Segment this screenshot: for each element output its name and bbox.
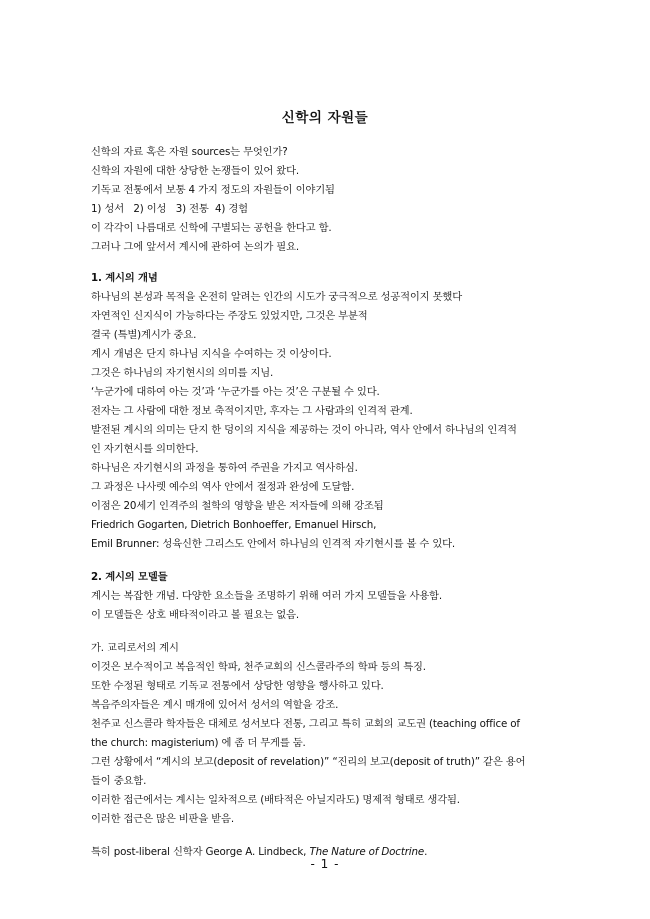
text-line: 계시 개념은 단지 하나님 지식을 수여하는 것 이상이다. <box>91 348 332 360</box>
text-line: 그것은 하나님의 자기현시의 의미를 지님. <box>91 367 274 379</box>
text-line: 전자는 그 사람에 대한 정보 축적이지만, 후자는 그 사람과의 인격적 관계. <box>91 405 413 417</box>
text-line: Friedrich Gogarten, Dietrich Bonhoeffer, Emanuel Hirsch, <box>91 519 377 531</box>
text-line: 인 자기현시를 의미한다. <box>91 443 199 455</box>
text-line: 그 과정은 나사렛 예수의 역사 안에서 절정과 완성에 도달함. <box>91 481 355 493</box>
book-title: The Nature of Doctrine <box>309 846 425 858</box>
section-heading: 1. 계시의 개념 <box>91 272 158 284</box>
text-line: 이러한 접근은 많은 비판을 받음. <box>91 813 234 825</box>
text-line: 이것은 보수적이고 복음적인 학파, 천주교회의 신스콜라주의 학파 등의 특징. <box>91 661 426 673</box>
text-line: 이점은 20세기 인격주의 철학의 영향을 받은 저자들에 의해 강조됨 <box>91 500 384 512</box>
text-line: 들이 중요함. <box>91 775 147 787</box>
text-line: 또한 수정된 형태로 기독교 전통에서 상당한 영향을 행사하고 있다. <box>91 680 384 692</box>
reference-suffix: . <box>424 846 428 858</box>
text-line: 이 모델들은 상호 배타적이라고 볼 필요는 없음. <box>91 609 299 621</box>
text-line: 이 각각이 나름대로 신학에 구별되는 공헌을 한다고 함. <box>91 222 332 234</box>
page-title: 신학의 자원들 <box>281 110 369 126</box>
text-line: 그러나 그에 앞서서 계시에 관하여 논의가 필요. <box>91 241 299 253</box>
reference-prefix: 특히 post-liberal 신학자 George A. Lindbeck, <box>91 846 310 858</box>
sources-list: 1) 성서 2) 이성 3) 전통 4) 경험 <box>91 203 248 215</box>
intro-paragraph <box>91 143 571 257</box>
text-line: 그런 상황에서 “계시의 보고(deposit of revelation)” “진리의 보고(deposit of truth)” 같은 용어 <box>91 756 526 768</box>
text-line: 이러한 접근에서는 계시는 일차적으로 (배타적은 아닐지라도) 명제적 형태로 생각됨. <box>91 794 460 806</box>
text-line: 계시는 복잡한 개념. 다양한 요소들을 조명하기 위해 여러 가지 모델들을 사용함. <box>91 590 442 602</box>
text-line: 신학의 자료 혹은 자원 sources는 무엇인가? <box>91 146 288 158</box>
text-line: 복음주의자들은 계시 매개에 있어서 성서의 역할을 강조. <box>91 699 339 711</box>
text-line: 결국 (특별)계시가 중요. <box>91 329 197 341</box>
text-line: 발전된 계시의 의미는 단지 한 덩이의 지식을 제공하는 것이 아니라, 역사 안에서 하나님의 인격적 <box>91 424 517 436</box>
page-number: - 1 - <box>310 857 340 871</box>
text-line: 기독교 전통에서 보통 4 가지 정도의 자원들이 이야기됨 <box>91 184 335 196</box>
text-line: 하나님의 본성과 목적을 온전히 알려는 인간의 시도가 궁극적으로 성공적이지 못했다 <box>91 291 462 303</box>
section-revelation-concept <box>91 269 571 554</box>
subsection-revelation-as-doctrine <box>91 639 571 829</box>
text-line: 신학의 자원에 대한 상당한 논쟁들이 있어 왔다. <box>91 165 299 177</box>
text-line: 천주교 신스콜라 학자들은 대체로 성서보다 전통, 그리고 특히 교회의 교도권 (teaching office of <box>91 718 520 730</box>
section-heading: 2. 계시의 모델들 <box>91 571 168 583</box>
text-line: 자연적인 신지식이 가능하다는 주장도 있었지만, 그것은 부분적 <box>91 310 368 322</box>
subsection-heading: 가. 교리로서의 계시 <box>91 642 179 654</box>
text-line: the church: magisterium) 에 좀 더 무게를 둠. <box>91 737 306 749</box>
text-line: 하나님은 자기현시의 과정을 통하여 주권을 가지고 역사하심. <box>91 462 358 474</box>
text-line: Emil Brunner: 성육신한 그리스도 안에서 하나님의 인격적 자기현시를 볼 수 있다. <box>91 538 456 550</box>
text-line: ‘누군가에 대하여 아는 것’과 ‘누군가를 아는 것’은 구분될 수 있다. <box>91 386 380 398</box>
document-body <box>91 143 571 862</box>
section-revelation-models <box>91 568 571 625</box>
